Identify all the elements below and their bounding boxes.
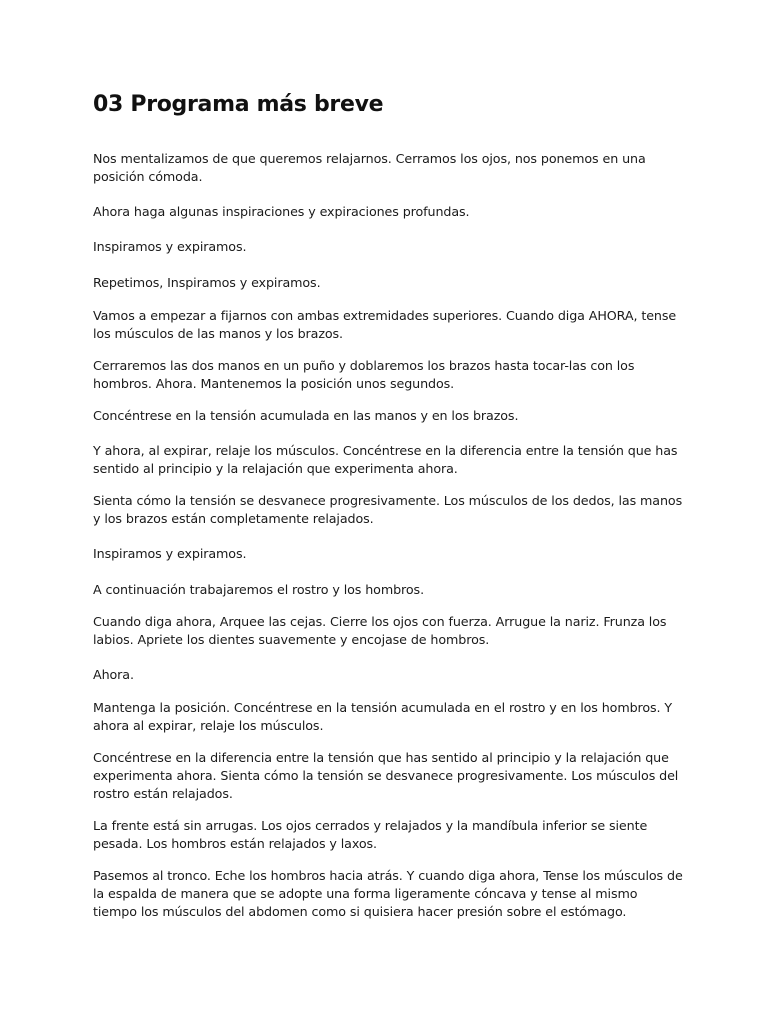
- paragraph: A continuación trabajaremos el rostro y los hombros.: [93, 582, 424, 597]
- paragraph: Nos mentalizamos de que queremos relajarnos. Cerramos los ojos, nos ponemos en una posición cómoda.: [93, 151, 646, 184]
- paragraph: Inspiramos y expiramos.: [93, 546, 247, 561]
- paragraph: La frente está sin arrugas. Los ojos cerrados y relajados y la mandíbula inferior se siente pesada. Los hombros están relajados y laxos.: [93, 818, 648, 851]
- document-title: 03 Programa más breve: [93, 92, 384, 117]
- paragraph: Vamos a empezar a fijarnos con ambas extremidades superiores. Cuando diga AHORA, tense los músculos de las manos y los brazos.: [93, 308, 677, 341]
- paragraph: Repetimos, Inspiramos y expiramos.: [93, 275, 321, 290]
- paragraph: Y ahora, al expirar, relaje los músculos. Concéntrese en la diferencia entre la tensión que has sentido al principio y la relajación que experimenta ahora.: [93, 443, 678, 476]
- paragraph: Cuando diga ahora, Arquee las cejas. Cierre los ojos con fuerza. Arrugue la nariz. Frunza los labios. Apriete los dientes suavemente y encojase de hombros.: [93, 614, 667, 647]
- paragraph: Inspiramos y expiramos.: [93, 239, 247, 254]
- paragraph: Ahora.: [93, 667, 134, 682]
- paragraph: Concéntrese en la diferencia entre la tensión que has sentido al principio y la relajación que experimenta ahora. Sienta cómo la tensión se desvanece progresivamente. Los músculos del rostro están relajados.: [93, 750, 679, 801]
- paragraph: Cerraremos las dos manos en un puño y doblaremos los brazos hasta tocar-las con los hombros. Ahora. Mantenemos la posición unos segundos.: [93, 358, 635, 391]
- paragraph: Ahora haga algunas inspiraciones y expiraciones profundas.: [93, 204, 470, 219]
- document-body: [93, 150, 683, 921]
- paragraph: Pasemos al tronco. Eche los hombros hacia atrás. Y cuando diga ahora, Tense los músculos de la espalda de manera que se adopte una forma ligeramente cóncava y tense al mismo tiempo los músculos del abdomen como si quisiera hacer presión sobre el estómago.: [93, 868, 683, 919]
- paragraph: Mantenga la posición. Concéntrese en la tensión acumulada en el rostro y en los hombros. Y ahora al expirar, relaje los músculos.: [93, 700, 673, 733]
- paragraph: Sienta cómo la tensión se desvanece progresivamente. Los músculos de los dedos, las manos y los brazos están completamente relajados.: [93, 493, 683, 526]
- paragraph: Concéntrese en la tensión acumulada en las manos y en los brazos.: [93, 408, 519, 423]
- document-content: [93, 88, 683, 935]
